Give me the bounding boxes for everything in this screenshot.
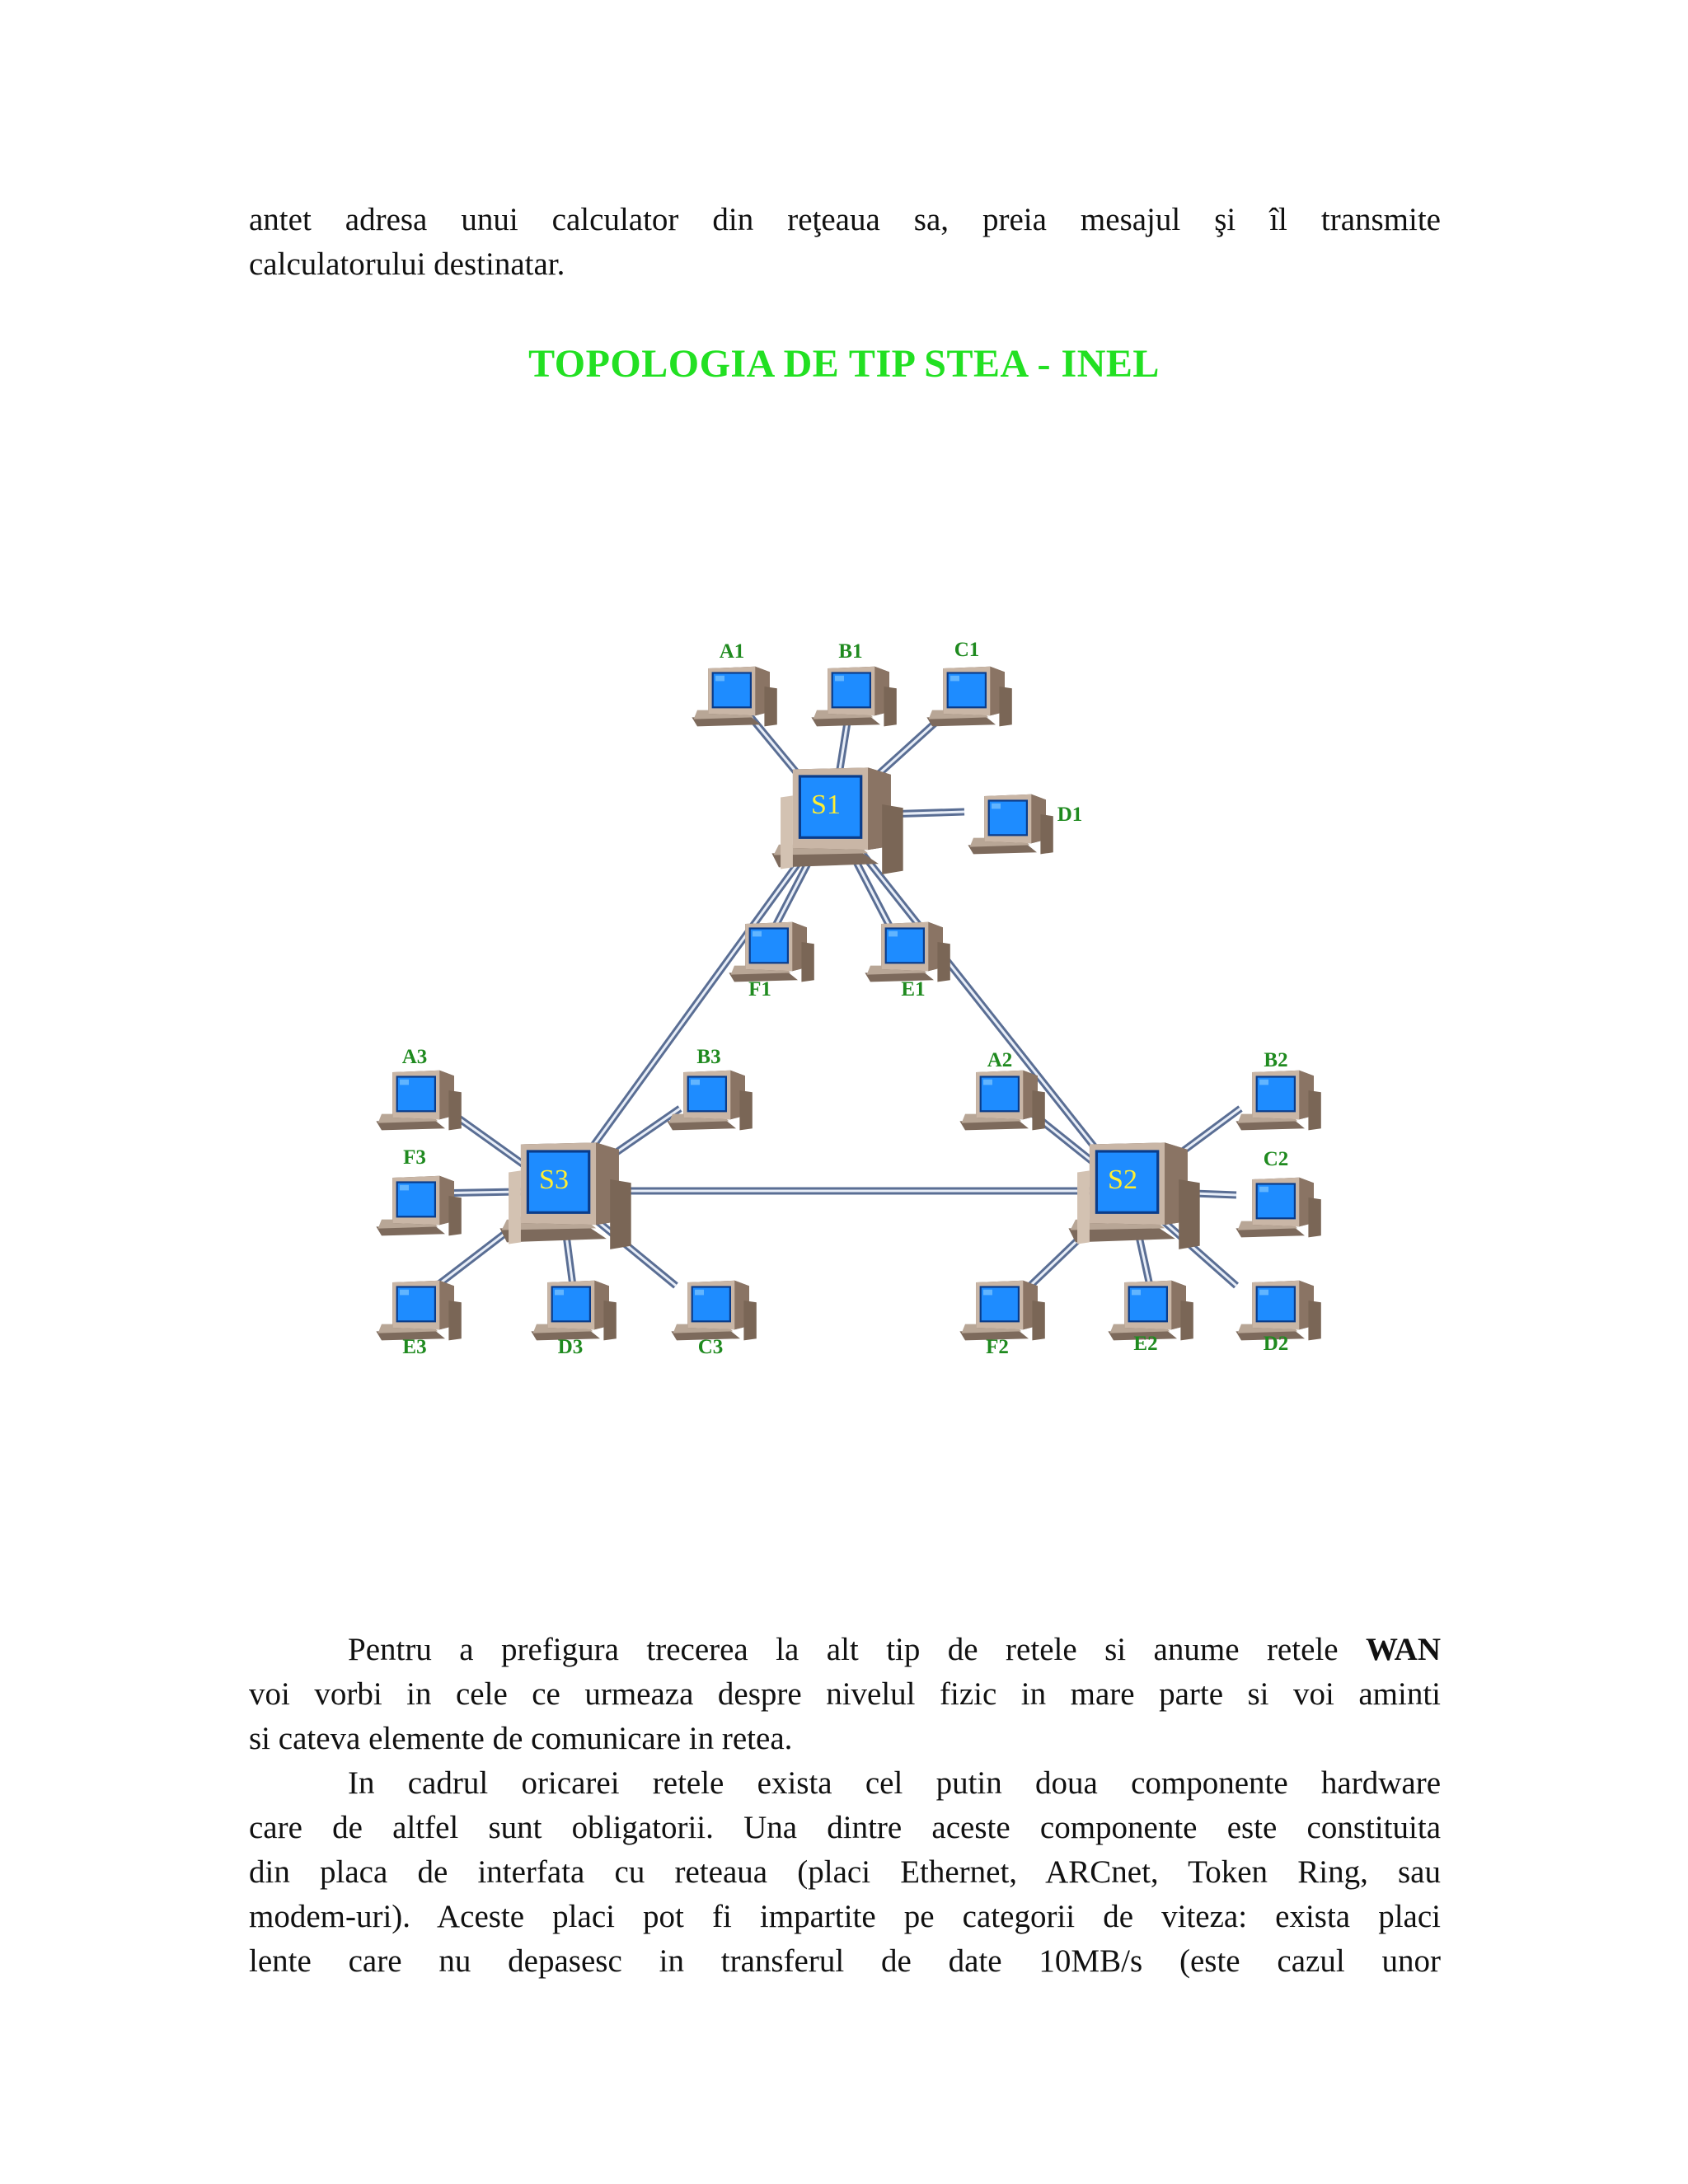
- body-p2-line-3: din placa de interfata cu reteaua (placi Ethernet, ARCnet, Token Ring, sau: [249, 1854, 1441, 1890]
- workstation-label-b2: B2: [1264, 1049, 1288, 1071]
- workstation-label-f3: F3: [403, 1146, 426, 1169]
- workstation-icon-d2: [1236, 1281, 1320, 1341]
- workstation-icon-f2: [959, 1281, 1044, 1341]
- body-paragraphs: [249, 1628, 1441, 1984]
- body-p1-text: Pentru a prefigura trecerea la alt tip de retele si anume retele: [348, 1632, 1366, 1667]
- workstation-icon-d1: [968, 794, 1053, 855]
- workstation-label-f2: F2: [986, 1336, 1009, 1358]
- server-label-s3: S3: [539, 1165, 569, 1195]
- workstation-icon-c1: [926, 667, 1011, 727]
- workstation-icon-b2: [1236, 1071, 1320, 1131]
- body-p1-line-2: voi vorbi in cele ce urmeaza despre nivelul fizic in mare parte si voi aminti: [249, 1676, 1441, 1712]
- server-icon-s1: [771, 767, 903, 874]
- wan-term: WAN: [1365, 1632, 1441, 1667]
- ring-link-s1-s2: [832, 816, 1129, 1191]
- network-nodes: [376, 639, 1320, 1358]
- workstation-icon-b3: [667, 1071, 752, 1131]
- workstation-label-c3: C3: [697, 1336, 724, 1358]
- workstation-icon-e1: [865, 922, 950, 982]
- workstation-label-f1: F1: [748, 978, 771, 1001]
- workstation-label-d3: D3: [557, 1336, 584, 1358]
- workstation-icon-f3: [376, 1176, 461, 1236]
- workstation-label-a1: A1: [719, 640, 745, 663]
- workstation-label-b1: B1: [838, 640, 863, 663]
- intro-line-1: antet adresa unui calculator din reţeaua sa, preia mesajul şi îl transmite: [249, 202, 1441, 237]
- body-p2-line-2: care de altfel sunt obligatorii. Una dintre aceste componente este constituita: [249, 1810, 1441, 1845]
- workstation-label-c1: C1: [954, 639, 980, 661]
- body-p2-line-1: In cadrul oricarei retele exista cel putin doua componente hardware: [348, 1765, 1441, 1801]
- workstation-label-e2: E2: [1133, 1333, 1158, 1355]
- workstation-label-d2: D2: [1263, 1333, 1289, 1355]
- body-p2-line-4: modem-uri). Aceste placi pot fi impartite pe categorii de viteza: exista placi: [249, 1899, 1441, 1934]
- workstation-icon-d3: [531, 1281, 616, 1341]
- workstation-label-a3: A3: [401, 1046, 428, 1068]
- server-label-s1: S1: [811, 790, 841, 820]
- workstation-icon-a1: [692, 667, 776, 727]
- workstation-icon-f1: [729, 922, 814, 982]
- workstation-icon-c3: [671, 1281, 756, 1341]
- workstation-icon-a3: [376, 1071, 461, 1131]
- workstation-icon-c2: [1236, 1178, 1320, 1238]
- server-label-s2: S2: [1108, 1165, 1137, 1195]
- workstation-label-c2: C2: [1263, 1148, 1289, 1170]
- workstation-icon-a2: [959, 1071, 1044, 1131]
- workstation-label-e1: E1: [901, 978, 926, 1001]
- workstation-label-a2: A2: [987, 1049, 1013, 1071]
- ring-link-s3-s1: [560, 816, 832, 1191]
- body-p1-line-3: si cateva elemente de comunicare in retea.: [249, 1721, 793, 1756]
- workstation-icon-e2: [1108, 1281, 1193, 1341]
- workstation-label-b3: B3: [696, 1046, 721, 1068]
- body-p1-line-1: [249, 1628, 1441, 1672]
- body-p2-line-5: lente care nu depasesc in transferul de date 10MB/s (este cazul unor: [249, 1943, 1441, 1979]
- workstation-label-e3: E3: [402, 1336, 427, 1358]
- section-title: TOPOLOGIA DE TIP STEA - INEL: [528, 342, 1160, 386]
- workstation-icon-e3: [376, 1281, 461, 1341]
- workstation-icon-b1: [811, 667, 896, 727]
- intro-line-2: calculatorului destinatar.: [249, 246, 565, 282]
- workstation-label-d1: D1: [1057, 804, 1083, 826]
